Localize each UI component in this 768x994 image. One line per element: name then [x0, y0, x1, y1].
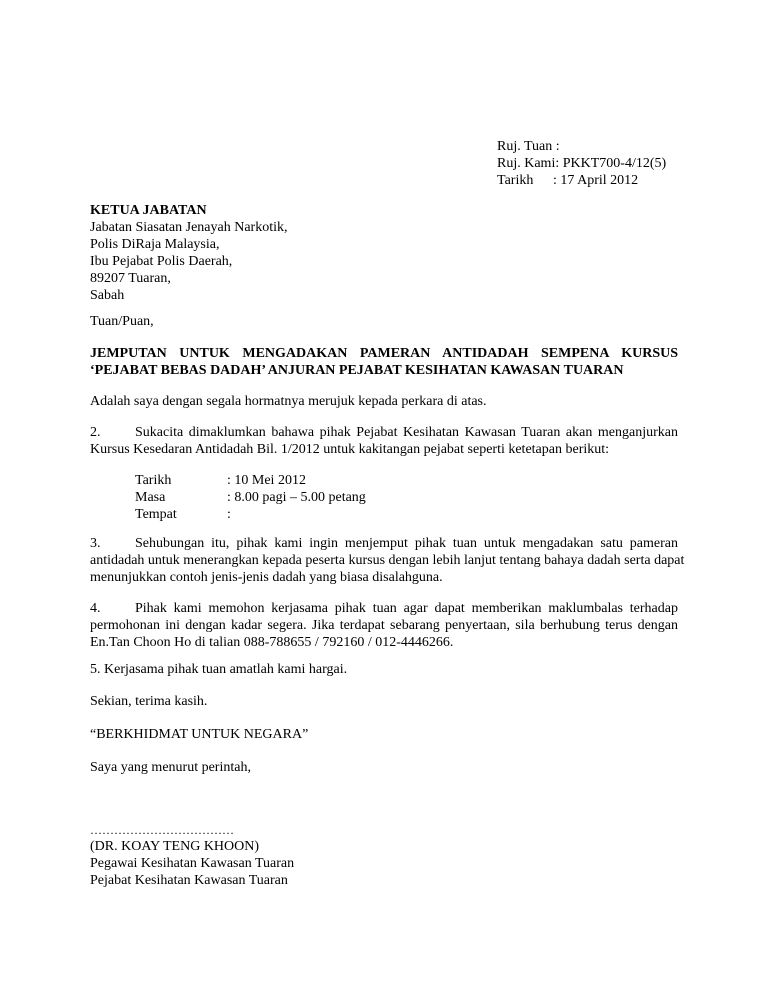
- detail-label: Tarikh: [135, 473, 172, 488]
- subject-line-1: JEMPUTAN UNTUK MENGADAKAN PAMERAN ANTIDADAH SEMPENA KURSUS: [90, 346, 678, 361]
- closing-order: Saya yang menurut perintah,: [90, 760, 251, 775]
- recipient-title: KETUA JABATAN: [90, 203, 207, 218]
- paragraph-5: 5. Kerjasama pihak tuan amatlah kami hargai.: [90, 662, 348, 677]
- detail-row: [135, 506, 366, 523]
- signature-dots: ………………………………: [90, 823, 234, 837]
- tarikh-line: [497, 172, 666, 189]
- address-line: 89207 Tuaran,: [90, 271, 171, 286]
- closing-thanks: Sekian, terima kasih.: [90, 694, 208, 709]
- paragraph-text: antidadah untuk menerangkan kepada peserta kursus dengan lebih lanjut tentang bahaya dadah serta dapat: [90, 553, 685, 568]
- paragraph-text: Pihak kami memohon kerjasama pihak tuan agar dapat memberikan maklumbalas terhadap: [135, 601, 678, 616]
- tarikh-label: Tarikh: [497, 173, 534, 188]
- paragraph-1: Adalah saya dengan segala hormatnya merujuk kepada perkara di atas.: [90, 394, 487, 409]
- subject: [90, 345, 678, 379]
- signature-block: [90, 823, 294, 889]
- tarikh-value: : 17 April 2012: [553, 173, 639, 188]
- address-line: Sabah: [90, 288, 125, 303]
- detail-value: : 10 Mei 2012: [227, 473, 306, 488]
- paragraph-text: Sehubungan itu, pihak kami ingin menjemput pihak tuan untuk mengadakan satu pameran: [135, 536, 678, 551]
- detail-row: [135, 472, 366, 489]
- subject-line-2: ‘PEJABAT BEBAS DADAH’ ANJURAN PEJABAT KESIHATAN KAWASAN TUARAN: [90, 363, 624, 378]
- signatory-office: Pejabat Kesihatan Kawasan Tuaran: [90, 873, 288, 888]
- paragraph-text: menunjukkan contoh jenis-jenis dadah yang biasa disalahguna.: [90, 570, 443, 585]
- motto: “BERKHIDMAT UNTUK NEGARA”: [90, 727, 309, 742]
- signatory-position: Pegawai Kesihatan Kawasan Tuaran: [90, 856, 295, 871]
- salutation: Tuan/Puan,: [90, 314, 154, 329]
- address-line: Ibu Pejabat Polis Daerah,: [90, 254, 233, 269]
- detail-label: Masa: [135, 490, 166, 505]
- detail-row: [135, 489, 366, 506]
- detail-value: :: [227, 507, 231, 522]
- ruj-kami: Ruj. Kami: PKKT700-4/12(5): [497, 156, 667, 171]
- event-details: [135, 472, 366, 523]
- paragraph-text: Sukacita dimaklumkan bahawa pihak Pejabat Kesihatan Kawasan Tuaran akan menganjurkan: [135, 425, 678, 440]
- paragraph-number: 2.: [90, 425, 101, 440]
- paragraph-number: 4.: [90, 601, 101, 616]
- paragraph-3: [90, 535, 685, 586]
- signatory-name: (DR. KOAY TENG KHOON): [90, 839, 260, 854]
- detail-value: : 8.00 pagi – 5.00 petang: [227, 490, 366, 505]
- paragraph-4: [90, 600, 678, 651]
- paragraph-2: [90, 424, 678, 458]
- paragraph-text: Kursus Kesedaran Antidadah Bil. 1/2012 untuk kakitangan pejabat seperti ketetapan berikut:: [90, 442, 610, 457]
- paragraph-text: permohonan ini dengan kadar segera. Jika terdapat sebarang penyertaan, sila berhubung terus dengan: [90, 618, 678, 633]
- detail-label: Tempat: [135, 507, 177, 522]
- paragraph-text: En.Tan Choon Ho di talian 088-788655 / 792160 / 012-4446266.: [90, 635, 454, 650]
- address-line: Jabatan Siasatan Jenayah Narkotik,: [90, 220, 288, 235]
- address-line: Polis DiRaja Malaysia,: [90, 237, 220, 252]
- ruj-tuan: Ruj. Tuan :: [497, 139, 560, 154]
- reference-block: [497, 138, 666, 189]
- paragraph-number: 3.: [90, 536, 101, 551]
- recipient-address: [90, 202, 288, 304]
